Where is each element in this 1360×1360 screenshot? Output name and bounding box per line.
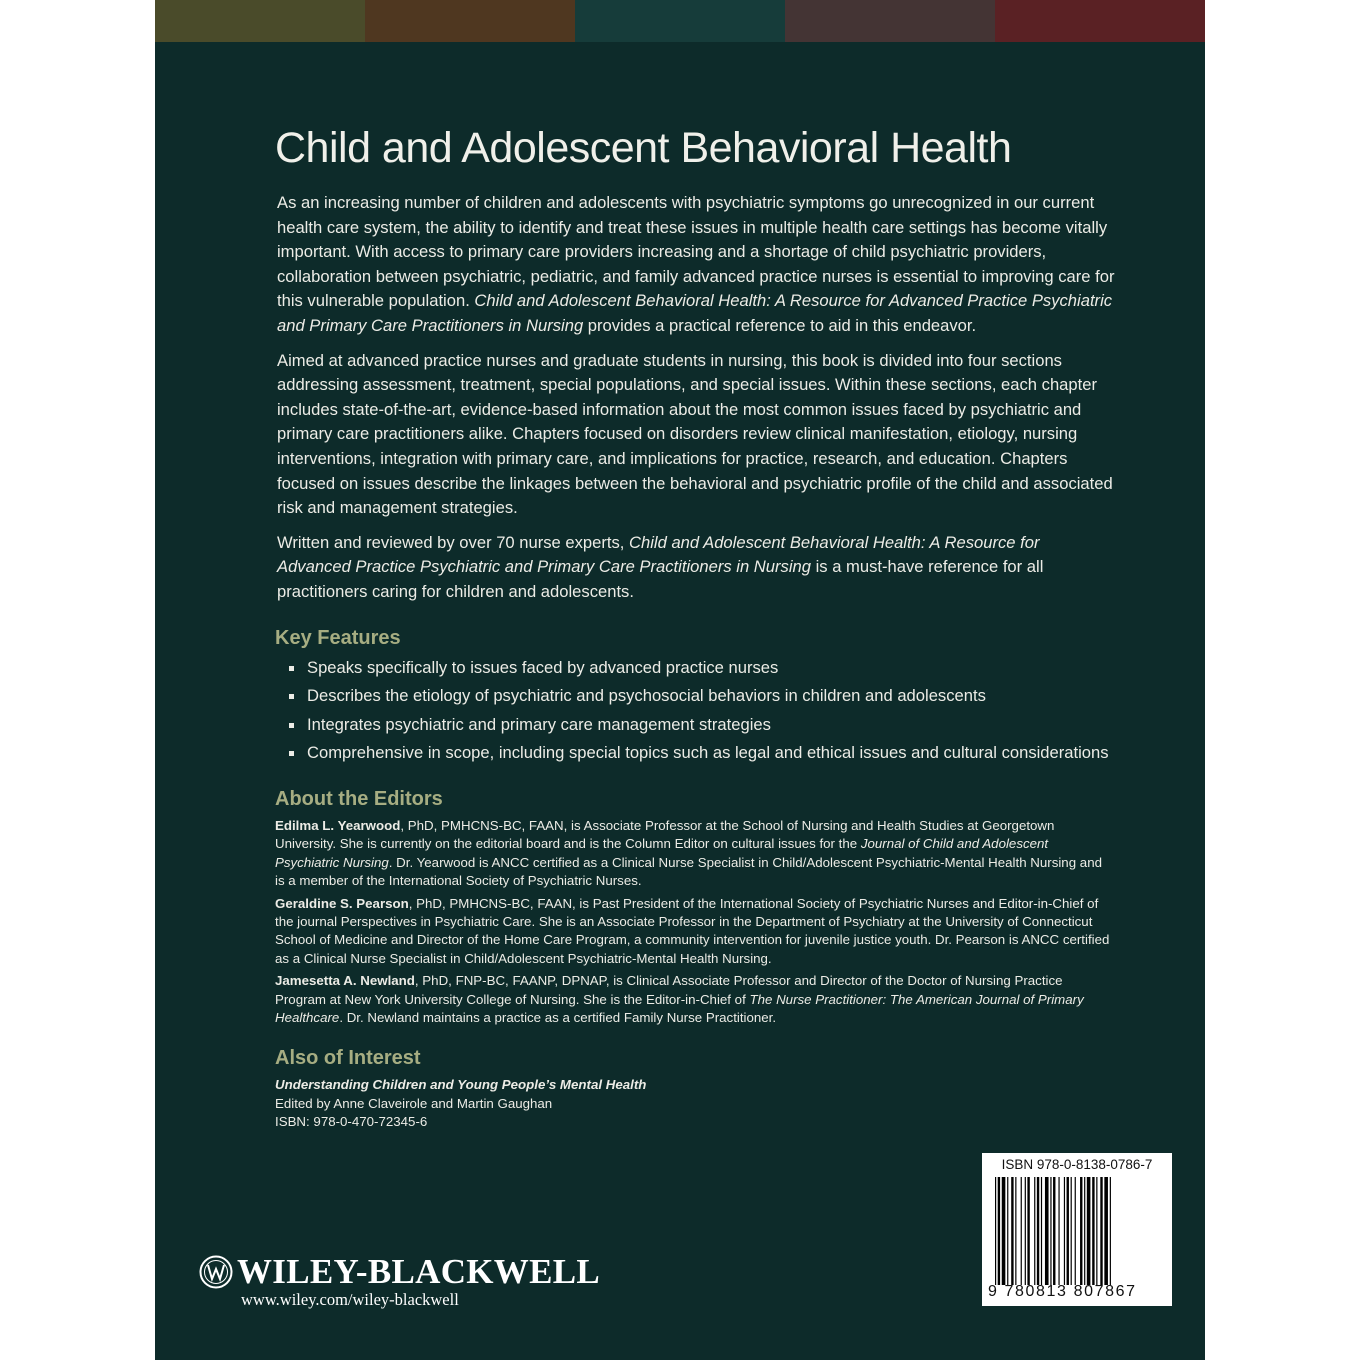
barcode-bar xyxy=(1002,1177,1006,1285)
back-cover xyxy=(155,0,1205,1360)
barcode-bar xyxy=(1100,1177,1102,1285)
book-title: Child and Adolescent Behavioral Health xyxy=(275,124,1012,172)
barcode-bar xyxy=(1075,1177,1076,1285)
editor-bio-text: . Dr. Newland maintains a practice as a certified Family Nurse Practitioner. xyxy=(339,1009,777,1025)
editor-bio-text: , PhD, FNP-BC, FAANP, DPNAP, is Clinical Associate Professor and Director of the Doctor of Nursing Practice Program at New York University College of Nursing. She is the Editor-in-Chief of xyxy=(275,973,1063,1007)
barcode-bar xyxy=(1007,1177,1008,1285)
publisher-url[interactable]: www.wiley.com/wiley-blackwell xyxy=(241,1290,459,1309)
intro-paragraph-3 xyxy=(277,531,1115,605)
book-title-italic: Child and Adolescent Behavioral Health: A Resource for Advanced Practice Psychiatric and Primary Care Practitioners in Nursing xyxy=(277,291,1113,335)
related-title-text: Understanding Children and Young People’s Mental Health xyxy=(275,1077,647,1093)
related-book-editors: Edited by Anne Claveirole and Martin Gaughan xyxy=(275,1095,553,1111)
journal-title: The Nurse Practitioner: The American Journal of Primary Healthcare xyxy=(275,991,1084,1025)
related-book-title xyxy=(275,1076,1115,1094)
barcode-bar xyxy=(1034,1177,1035,1285)
list-item: Integrates psychiatric and primary care management strategies xyxy=(287,713,1115,738)
color-stripe xyxy=(365,0,575,42)
barcode-bar xyxy=(1080,1177,1082,1285)
color-stripe-bar xyxy=(155,0,1205,42)
barcode-bar xyxy=(1058,1177,1059,1285)
also-of-interest-heading: Also of Interest xyxy=(275,1047,421,1070)
barcode-bar xyxy=(1110,1177,1111,1285)
editor-name: Geraldine S. Pearson xyxy=(275,895,409,911)
isbn-barcode xyxy=(982,1153,1172,1306)
editor-bio-1 xyxy=(275,817,1115,891)
editor-bio-text: , PhD, PMHCNS-BC, FAAN, is Past President of the International Society of Psychiatric Nurses and Editor-in-Chief of the journal Perspectives in Psychiatric Care. She is an Associate Professor in the Department of Psychiatry at the University of Connecticut School of Medicine and Director of the Home Care Program, a community intervention for juvenile justice youth. Dr. Pearson is ANCC certified as a Clinical Nurse Specialist in Child/Adolescent Psychiatric-Mental Health Nursing. xyxy=(275,895,1110,966)
barcode-bar xyxy=(1104,1177,1108,1285)
list-item: Describes the etiology of psychiatric and psychosocial behaviors in children and adolescents xyxy=(287,684,1115,709)
editor-bio-text: . Dr. Yearwood is ANCC certified as a Clinical Nurse Specialist in Child/Adolescent Psychiatric-Mental Health Nursing and is a member of the International Society of Psychiatric Nurses. xyxy=(275,854,1102,889)
barcode-bar xyxy=(995,1177,996,1285)
publisher-wordmark: WILEY-BLACKWELL xyxy=(237,1252,601,1291)
barcode-bar xyxy=(1096,1177,1097,1285)
barcode-bar xyxy=(1045,1177,1049,1285)
editor-bio-text: , PhD, PMHCNS-BC, FAAN, is Associate Professor at the School of Nursing and Health Studies at Georgetown University. She is currently on the editorial board and is the Column Editor on cultural issues for the xyxy=(275,817,1055,852)
barcode-bar xyxy=(1050,1177,1051,1285)
barcode-bar xyxy=(1037,1177,1039,1285)
barcode-bar xyxy=(998,1177,1000,1285)
editors-heading: About the Editors xyxy=(275,787,443,810)
publisher-logo xyxy=(199,1252,600,1292)
barcode-bar xyxy=(1071,1177,1072,1285)
editor-bio-2 xyxy=(275,895,1115,969)
editor-bio-3 xyxy=(275,972,1115,1027)
intro-text: Written and reviewed by over 70 nurse experts, xyxy=(277,532,630,552)
barcode-bar xyxy=(1053,1177,1055,1285)
key-features-heading: Key Features xyxy=(275,626,401,649)
intro-paragraph-1 xyxy=(277,191,1115,339)
color-stripe xyxy=(155,0,365,42)
key-features-list xyxy=(275,656,1115,766)
color-stripe xyxy=(575,0,785,42)
intro-text: provides a practical reference to aid in this endeavor. xyxy=(583,315,977,335)
barcode-bar xyxy=(1015,1177,1016,1285)
editor-name: Edilma L. Yearwood xyxy=(275,817,401,833)
related-book-isbn: ISBN: 978-0-470-72345-6 xyxy=(275,1114,428,1130)
barcode-bar xyxy=(1041,1177,1042,1285)
barcode-digits: 9 780813 807867 xyxy=(988,1283,1137,1300)
intro-text: As an increasing number of children and adolescents with psychiatric symptoms go unrecognized in our current health care system, the ability to identify and treat these issues in multiple health care settings has become vitally important. With access to primary care providers increasing and a shortage of child psychiatric providers, collaboration between psychiatric, pediatric, and family advanced practice nurses is essential to improving care for this vulnerable population. xyxy=(277,193,1115,311)
list-item: Speaks specifically to issues faced by advanced practice nurses xyxy=(287,656,1115,681)
cover-text xyxy=(275,124,1115,1132)
journal-title: Journal of Child and Adolescent Psychiatric Nursing xyxy=(275,836,1049,870)
barcode-bar xyxy=(1064,1177,1065,1285)
barcode-bar xyxy=(1025,1177,1026,1285)
barcode-isbn-label: ISBN 978-0-8138-0786-7 xyxy=(1001,1157,1153,1172)
barcode-bar xyxy=(1011,1177,1013,1285)
intro-paragraph-2: Aimed at advanced practice nurses and graduate students in nursing, this book is divided into four sections addressing assessment, treatment, special populations, and special issues. Within these sections, each chapter includes state-of-the-art, evidence-based information about the most common issues faced by psychiatric and primary care practitioners alike. Chapters focused on disorders review clinical manifestation, etiology, nursing interventions, integration with primary care, and implications for practice, research, and education. Chapters focused on issues describe the linkages between the behavioral and psychiatric profile of the child and associated risk and management strategies. xyxy=(277,350,1113,518)
barcode-bars xyxy=(995,1177,1160,1285)
barcode-bar xyxy=(1087,1177,1091,1285)
barcode-bar xyxy=(1027,1177,1029,1285)
color-stripe xyxy=(995,0,1205,42)
editor-name: Jamesetta A. Newland xyxy=(275,973,415,989)
wiley-emblem-icon xyxy=(199,1255,233,1289)
barcode-bar xyxy=(1067,1177,1069,1285)
book-title-italic: Child and Adolescent Behavioral Health: A Resource for Advanced Practice Psychiatric and Primary Care Practitioners in Nursing xyxy=(277,532,1040,577)
intro-text: is a must-have reference for all practitioners caring for children and adolescents. xyxy=(277,557,1044,601)
barcode-bar xyxy=(1084,1177,1085,1285)
barcode-bar xyxy=(1092,1177,1094,1285)
color-stripe xyxy=(785,0,995,42)
barcode-bar xyxy=(1021,1177,1022,1285)
list-item: Comprehensive in scope, including special topics such as legal and ethical issues and cultural considerations xyxy=(287,741,1115,766)
